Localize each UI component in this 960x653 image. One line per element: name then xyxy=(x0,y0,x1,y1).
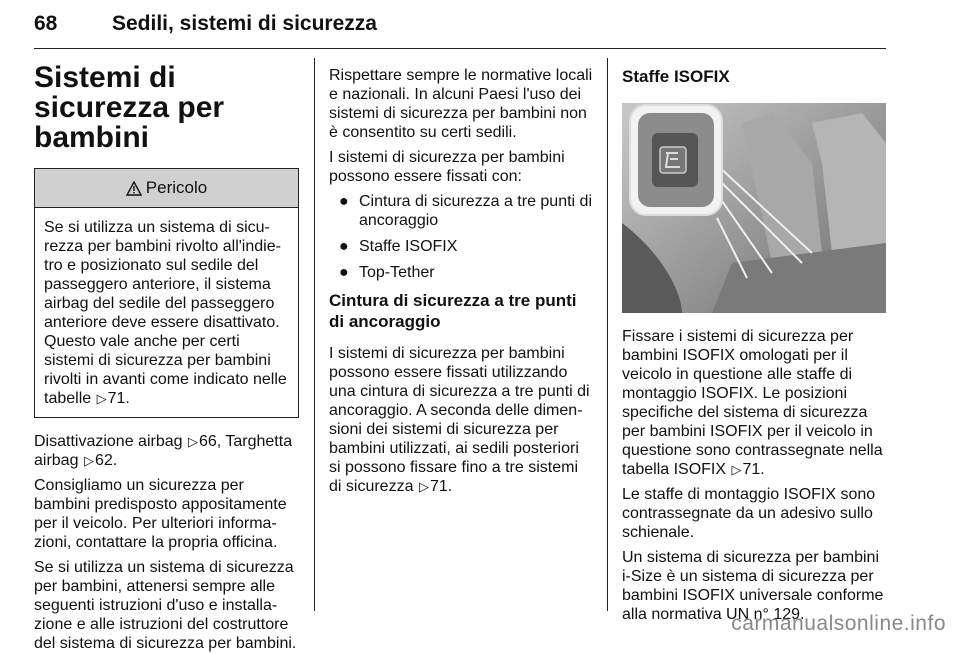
warning-text: Se si utilizza un sistema di sicurezza per bambini rivolto all'indietro e posizionato sul sedile del passeggero anteriore, il sistema airbag del sedile del passeggero anteriore deve essere disattivato. Questo vale anche per certi sistemi di sicurezza per bambini rivolti in avanti come indicato nelle tabelle ▷71. xyxy=(44,219,287,407)
page-reference-link[interactable]: 62. xyxy=(94,452,118,469)
subsection-heading: Cintura di sicurezza a tre punti di ancoraggio xyxy=(329,291,577,331)
paragraph: Disattivazione airbag ▷66, Targhetta airbag ▷62. xyxy=(34,433,293,469)
bullet-list xyxy=(329,192,594,282)
bullet-icon: ● xyxy=(339,264,349,281)
watermark: carmanualsonline.info xyxy=(731,612,946,635)
page-ref-arrow-icon: ▷ xyxy=(418,479,429,494)
page-number: 68 xyxy=(34,12,58,35)
page-ref-arrow-icon: ▷ xyxy=(83,453,94,468)
paragraph: I sistemi di sicurezza per bambini possono essere fissati con: xyxy=(329,149,565,185)
isofix-seat-illustration xyxy=(622,103,886,313)
page-title: Sedili, sistemi di sicurezza xyxy=(112,12,377,35)
page-reference-link[interactable]: 71. xyxy=(429,478,453,495)
list-item: ● Cintura di sicurezza a tre punti di ancoraggio xyxy=(339,193,592,229)
page-ref-arrow-icon: ▷ xyxy=(731,462,742,477)
paragraph: Consigliamo un sicurezza per bambini predisposto appositamente per il veicolo. Per ulteriori informazioni, contattare la propria officina. xyxy=(34,477,287,551)
column-divider xyxy=(607,58,608,611)
warning-title: Pericolo xyxy=(145,178,208,197)
page-reference-link[interactable]: 66, Targhetta airbag xyxy=(34,433,293,469)
page-ref-arrow-icon: ▷ xyxy=(96,391,107,406)
paragraph: Se si utilizza un sistema di sicurezza per bambini, attenersi sempre alle seguenti istruzioni d'uso e installazione e alle istruzioni del costruttore del sistema di sicurezza per bambini. xyxy=(34,559,297,652)
right-column xyxy=(622,58,887,624)
column-divider xyxy=(314,58,315,611)
subsection-heading: Staffe ISOFIX xyxy=(622,67,730,86)
paragraph: Rispettare sempre le normative locali e nazionali. In alcuni Paesi l'uso dei sistemi di sicurezza per bambini non è consentito su certi sedili. xyxy=(329,67,593,141)
paragraph: Un sistema di sicurezza per bambini i-Size è un sistema di sicurezza per bambini ISOFIX universale conforme alla normativa UN n° 129. xyxy=(622,549,884,623)
paragraph: Fissare i sistemi di sicurezza per bambini ISOFIX omologati per il veicolo in questione alle staffe di montaggio ISOFIX. Le posizioni specifiche del sistema di sicurezza per bambini ISOFIX per il veicolo in questione sono contrassegnate nella tabella ISOFIX ▷71. xyxy=(622,328,883,478)
page-reference-link[interactable]: 71. xyxy=(107,390,130,407)
bullet-icon: ● xyxy=(339,193,349,210)
list-item: ● Top-Tether xyxy=(339,264,435,281)
left-column xyxy=(34,58,299,653)
middle-column xyxy=(329,58,594,496)
warning-triangle-icon xyxy=(126,181,142,196)
bullet-icon: ● xyxy=(339,238,349,255)
paragraph: I sistemi di sicurezza per bambini possono essere fissati utilizzando una cintura di sicurezza a tre punti di ancoraggio. A seconda delle dimensioni dei sistemi di sicurezza per bambini utilizzati, ai sedili posteriori si possono fissare fino a tre sistemi di sicurezza ▷71. xyxy=(329,345,590,495)
page-ref-arrow-icon: ▷ xyxy=(187,434,198,449)
list-item: ● Staffe ISOFIX xyxy=(339,238,458,255)
page-reference-link[interactable]: 71. xyxy=(742,461,765,478)
page-header xyxy=(34,10,886,49)
warning-header xyxy=(35,169,298,208)
paragraph: Le staffe di montaggio ISOFIX sono contrassegnate da un adesivo sullo schienale. xyxy=(622,486,876,541)
warning-box xyxy=(34,168,299,418)
isofix-photo xyxy=(622,103,886,313)
section-heading: Sistemi di sicurezza per bambini xyxy=(34,61,225,154)
